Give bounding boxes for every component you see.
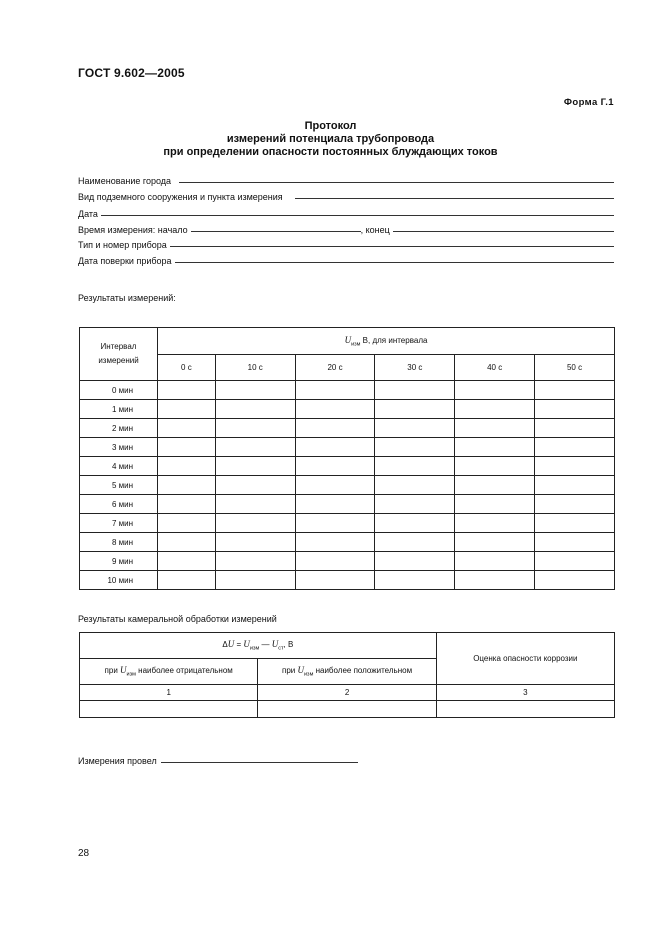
table-row [80, 400, 615, 419]
title-line-2: измерений потенциала трубопровода [226, 133, 435, 145]
signature-label: Измерения провел [78, 756, 157, 766]
measurement-cell[interactable] [455, 457, 535, 476]
minute-label: 1 мин [80, 400, 158, 419]
measurement-cell[interactable] [215, 514, 295, 533]
measurement-cell[interactable] [295, 514, 375, 533]
table-row [80, 514, 615, 533]
processing-section-title: Результаты камеральной обработки измерений [78, 614, 277, 624]
time-field [78, 221, 614, 235]
measurement-cell[interactable] [455, 400, 535, 419]
seconds-header-4: 40 с [455, 355, 535, 381]
results-section-title: Результаты измерений: [78, 293, 176, 303]
seconds-header-5: 50 с [535, 355, 615, 381]
measurement-cell[interactable] [295, 419, 375, 438]
structure-field [78, 188, 614, 202]
measurement-cell[interactable] [215, 552, 295, 571]
seconds-header-2: 20 с [295, 355, 375, 381]
measurement-cell[interactable] [455, 495, 535, 514]
measurement-cell[interactable] [215, 419, 295, 438]
table-row [80, 438, 615, 457]
measurement-cell[interactable] [158, 495, 216, 514]
table-row [80, 476, 615, 495]
interval-header: Интервал измерений [80, 328, 158, 381]
measurement-cell[interactable] [215, 381, 295, 400]
calibration-line[interactable] [175, 262, 614, 263]
most-positive-header: при $U_{изм}$ наиболее положительном [258, 659, 436, 685]
measurement-cell[interactable] [455, 533, 535, 552]
calibration-field [78, 252, 614, 266]
processing-table [79, 632, 615, 718]
signature-line[interactable] [161, 762, 358, 763]
measurement-cell[interactable] [158, 571, 216, 590]
page-number: 28 [78, 848, 90, 859]
column-number-2: 2 [258, 685, 436, 701]
minute-label: 9 мин [80, 552, 158, 571]
measurement-cell[interactable] [535, 438, 615, 457]
city-label: Наименование города [78, 176, 172, 186]
structure-label: Вид подземного сооружения и пункта измерения [78, 192, 283, 202]
calibration-label: Дата поверки прибора [78, 256, 172, 266]
device-line[interactable] [170, 246, 614, 247]
protocol-title [0, 120, 661, 159]
measurement-cell[interactable] [535, 476, 615, 495]
measurement-cell[interactable] [455, 381, 535, 400]
seconds-header-3: 30 с [375, 355, 455, 381]
measurement-cell[interactable] [455, 571, 535, 590]
measurement-cell[interactable] [455, 552, 535, 571]
result-cell-2[interactable] [258, 701, 436, 718]
measurement-cell[interactable] [295, 495, 375, 514]
corrosion-assessment-header: Оценка опасности коррозии [436, 633, 614, 685]
measurement-cell[interactable] [158, 552, 216, 571]
time-start-line[interactable] [191, 231, 361, 232]
table-row [80, 571, 615, 590]
signature-field [78, 752, 358, 766]
measurement-cell[interactable] [535, 514, 615, 533]
device-label: Тип и номер прибора [78, 240, 167, 250]
time-end-line[interactable] [393, 231, 614, 232]
measurement-cell[interactable] [215, 457, 295, 476]
voltage-header: $U_{изм}$ В, для интервала [158, 328, 615, 355]
city-field [78, 172, 614, 186]
delta-u-header: $\Delta U = U_{изм}$ — $U_{ст}$, В [80, 633, 437, 659]
measurement-cell[interactable] [535, 533, 615, 552]
structure-line[interactable] [295, 198, 614, 199]
measurement-cell[interactable] [158, 476, 216, 495]
result-cell-1[interactable] [80, 701, 258, 718]
title-line-3: при определении опасности постоянных блуждающих токов [163, 146, 498, 158]
measurement-cell[interactable] [158, 457, 216, 476]
measurement-cell[interactable] [535, 381, 615, 400]
measurement-cell[interactable] [158, 438, 216, 457]
measurement-cell[interactable] [158, 514, 216, 533]
measurement-cell[interactable] [535, 552, 615, 571]
minute-label: 3 мин [80, 438, 158, 457]
measurement-cell[interactable] [158, 419, 216, 438]
table-row [80, 457, 615, 476]
form-number: Форма Г.1 [563, 97, 614, 108]
minute-label: 5 мин [80, 476, 158, 495]
measurement-cell[interactable] [375, 400, 455, 419]
document-code: ГОСТ 9.602—2005 [78, 66, 185, 80]
measurement-cell[interactable] [455, 476, 535, 495]
minute-label: 7 мин [80, 514, 158, 533]
measurement-cell[interactable] [295, 438, 375, 457]
measurement-cell[interactable] [158, 400, 216, 419]
column-number-3: 3 [436, 685, 614, 701]
measurement-cell[interactable] [375, 381, 455, 400]
minute-label: 6 мин [80, 495, 158, 514]
measurement-cell[interactable] [535, 419, 615, 438]
measurement-cell[interactable] [295, 400, 375, 419]
device-field [78, 236, 614, 250]
measurement-cell[interactable] [455, 438, 535, 457]
measurement-cell[interactable] [295, 552, 375, 571]
measurement-cell[interactable] [295, 571, 375, 590]
measurement-cell[interactable] [375, 438, 455, 457]
measurement-cell[interactable] [375, 495, 455, 514]
measurement-cell[interactable] [158, 381, 216, 400]
measurement-cell[interactable] [375, 457, 455, 476]
title-line-1: Протокол [304, 120, 357, 132]
column-number-1: 1 [80, 685, 258, 701]
measurement-cell[interactable] [158, 533, 216, 552]
measurement-cell[interactable] [215, 476, 295, 495]
seconds-header-0: 0 с [158, 355, 216, 381]
measurement-cell[interactable] [375, 514, 455, 533]
seconds-header-1: 10 с [215, 355, 295, 381]
table-row [80, 419, 615, 438]
measurement-table [79, 327, 615, 590]
measurement-cell[interactable] [295, 476, 375, 495]
table-row [80, 533, 615, 552]
measurement-cell[interactable] [455, 419, 535, 438]
minute-label: 4 мин [80, 457, 158, 476]
table-row [80, 495, 615, 514]
measurement-cell[interactable] [295, 457, 375, 476]
measurement-cell[interactable] [215, 533, 295, 552]
table-row [80, 552, 615, 571]
time-end-label: , конец [360, 225, 390, 235]
minute-label: 2 мин [80, 419, 158, 438]
most-negative-header: при $U_{изм}$ наиболее отрицательном [80, 659, 258, 685]
measurement-cell[interactable] [535, 571, 615, 590]
measurement-cell[interactable] [375, 419, 455, 438]
measurement-cell[interactable] [215, 571, 295, 590]
measurement-cell[interactable] [375, 571, 455, 590]
measurement-cell[interactable] [215, 400, 295, 419]
date-line[interactable] [101, 215, 614, 216]
result-cell-3[interactable] [436, 701, 614, 718]
measurement-cell[interactable] [535, 495, 615, 514]
measurement-cell[interactable] [375, 552, 455, 571]
minute-label: 10 мин [80, 571, 158, 590]
date-label: Дата [78, 209, 98, 219]
measurement-cell[interactable] [535, 400, 615, 419]
measurement-cell[interactable] [215, 495, 295, 514]
date-field [78, 205, 614, 219]
measurement-cell[interactable] [295, 533, 375, 552]
city-line[interactable] [179, 182, 614, 183]
measurement-cell[interactable] [215, 438, 295, 457]
measurement-cell[interactable] [295, 381, 375, 400]
measurement-cell[interactable] [375, 533, 455, 552]
measurement-cell[interactable] [455, 514, 535, 533]
minute-label: 8 мин [80, 533, 158, 552]
minute-label: 0 мин [80, 381, 158, 400]
time-start-label: Время измерения: начало [78, 225, 188, 235]
table-row [80, 381, 615, 400]
measurement-cell[interactable] [375, 476, 455, 495]
measurement-cell[interactable] [535, 457, 615, 476]
